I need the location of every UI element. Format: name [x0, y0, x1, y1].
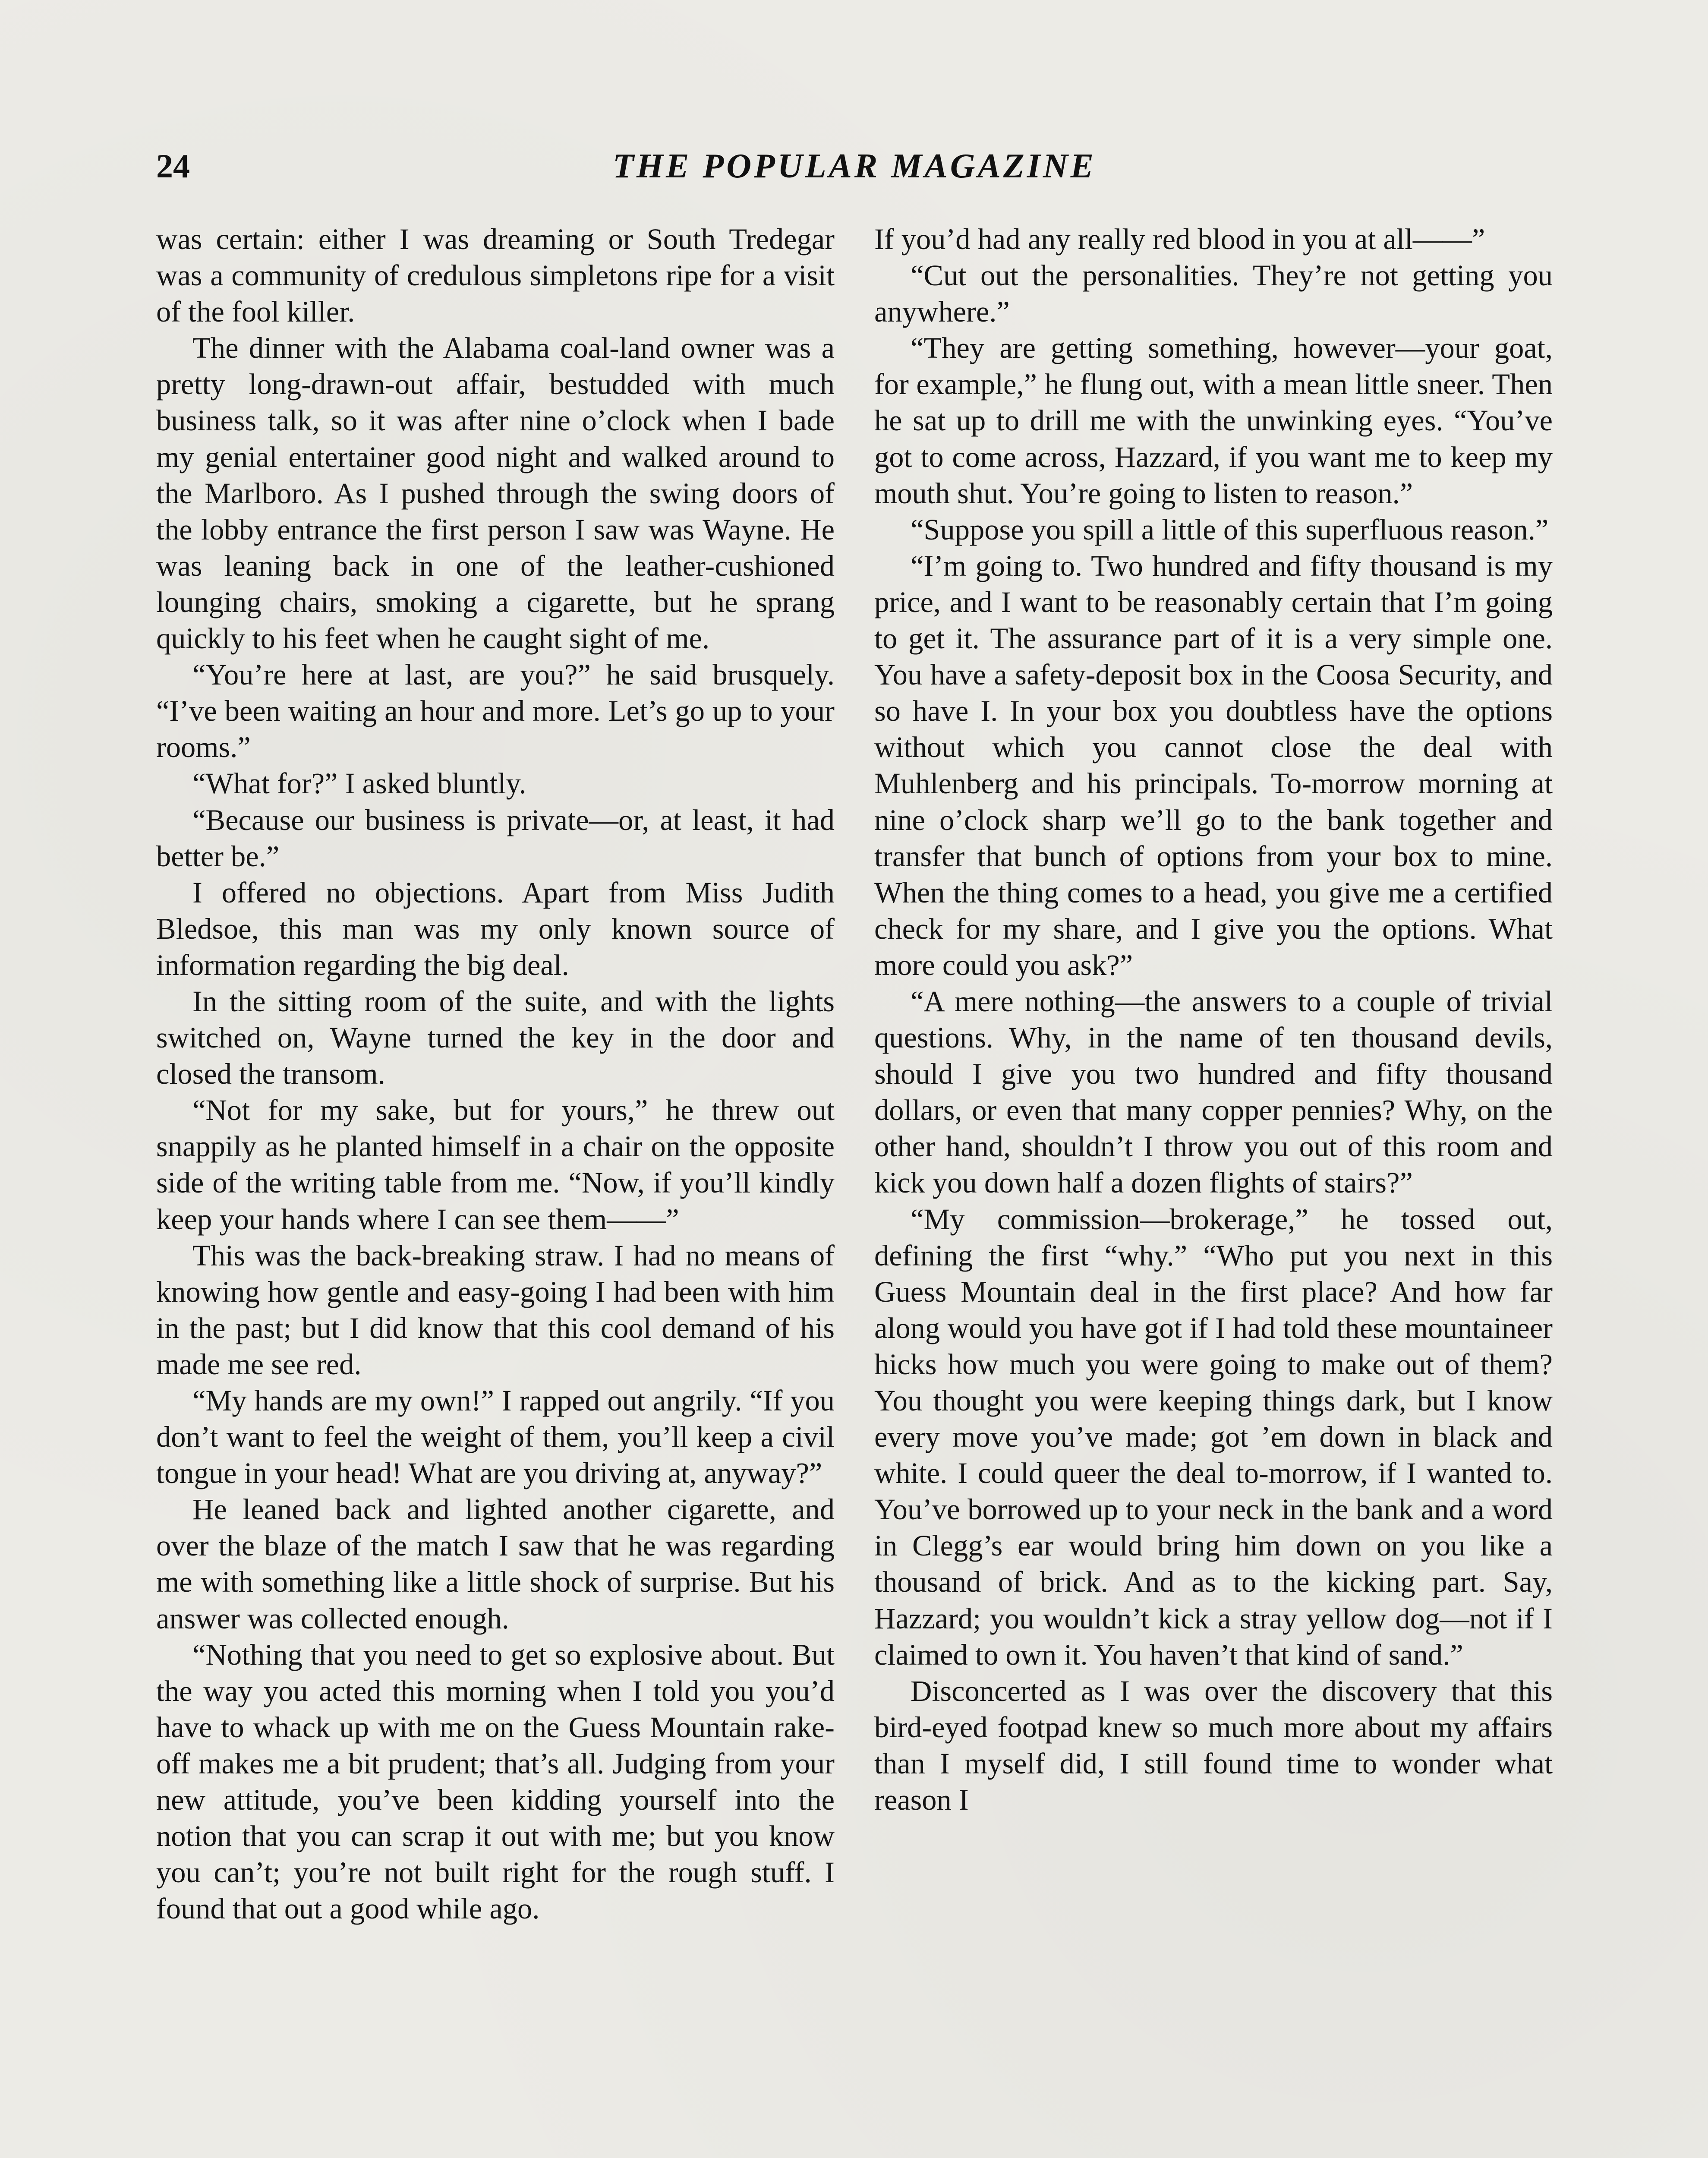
paragraph: “You’re here at last, are you?” he said brusquely. “I’ve been waiting an hour and more. Let’s go up to your rooms.” [156, 658, 835, 764]
page-header [156, 142, 1553, 194]
running-title: THE POPULAR MAGAZINE [612, 147, 1097, 185]
paragraph: Disconcerted as I was over the discovery that this bird-eyed footpad knew so much more about my affairs than I myself did, I still found time to wonder what reason I [874, 1674, 1553, 1817]
paragraph: “Nothing that you need to get so explosive about. But the way you acted this morning when I told you you’d have to whack up with me on the Guess Mountain rake-off makes me a bit prudent; that’s all. Judging from your new attitude, you’ve been kidding yourself into the notion that you can scrap it out with me; but you know you can’t; you’re not built right for the rough stuff. I found that out a good while ago. [156, 1638, 835, 1925]
paragraph: “I’m going to. Two hundred and fifty thousand is my price, and I want to be reasonably certain that I’m going to get it. The assurance part of it is a very simple one. You have a safety-deposit box in the Coosa Security, and so have I. In your box you doubtless have the options without which you cannot close the deal with Muhlenberg and his principals. To-morrow morning at nine o’clock sharp we’ll go to the bank together and transfer that bunch of options from your box to mine. When the thing comes to a head, you give me a certified check for my share, and I give you the options. What more could you ask?” [874, 549, 1553, 981]
paragraph: “Suppose you spill a little of this superfluous reason.” [911, 513, 1549, 546]
paragraph: The dinner with the Alabama coal-land owner was a pretty long-drawn-out affair, bestudded with much business talk, so it was after nine o’clock when I bade my genial entertainer good night and walked around to the Marlboro. As I pushed through the swing doors of the lobby entrance the first person I saw was Wayne. He was leaning back in one of the leather-cushioned lounging chairs, smoking a cigarette, but he sprang quickly to his feet when he caught sight of me. [156, 331, 835, 655]
paragraph: This was the back-breaking straw. I had no means of knowing how gentle and easy-going I had been with him in the past; but I did know that this cool demand of his made me see red. [156, 1239, 835, 1381]
paragraph: “Not for my sake, but for yours,” he threw out snappily as he planted himself in a chair on the opposite side of the writing table from me. “Now, if you’ll kindly keep your hands where I can see them——” [156, 1094, 835, 1236]
right-column [874, 221, 1553, 1818]
page-number: 24 [156, 147, 190, 185]
left-column [156, 221, 835, 1927]
paragraph: He leaned back and lighted another cigarette, and over the blaze of the match I saw that he was regarding me with something like a little shock of surprise. But his answer was collected enough. [156, 1493, 835, 1635]
paragraph: “They are getting something, however—your goat, for example,” he flung out, with a mean little sneer. Then he sat up to drill me with the unwinking eyes. “You’ve got to come across, Hazzard, if you want me to keep my mouth shut. You’re going to listen to reason.” [874, 331, 1553, 510]
paragraph: “Cut out the personalities. They’re not getting you anywhere.” [874, 259, 1553, 328]
paragraph: “A mere nothing—the answers to a couple of trivial questions. Why, in the name of ten thousand devils, should I give you two hundred and fifty thousand dollars, or even that many copper pennies? Why, on the other hand, shouldn’t I throw you out of this room and kick you down half a dozen flights of stairs?” [874, 984, 1553, 1199]
paragraph: “My commission—brokerage,” he tossed out, defining the first “why.” “Who put you next in this Guess Mountain deal in the first place? And how far along would you have got if I had told these mountaineer hicks how much you were going to make out of them? You thought you were keeping things dark, but I know every move you’ve made; got ’em down in black and white. I could queer the deal to-morrow, if I wanted to. You’ve borrowed up to your neck in the bank and a word in Clegg’s ear would bring him down on you like a thousand of brick. And as to the kicking part. Say, Hazzard; you wouldn’t kick a stray yellow dog—not if I claimed to own it. You haven’t that kind of sand.” [874, 1202, 1553, 1671]
paragraph: In the sitting room of the suite, and with the lights switched on, Wayne turned the key in the door and closed the transom. [156, 984, 835, 1091]
paragraph: If you’d had any really red blood in you at all——” [874, 223, 1485, 256]
paragraph: “What for?” I asked bluntly. [192, 767, 526, 800]
paragraph: “My hands are my own!” I rapped out angrily. “If you don’t want to feel the weight of them, you’ll keep a civil tongue in your head! What are you driving at, anyway?” [156, 1384, 835, 1490]
paragraph: I offered no objections. Apart from Miss Judith Bledsoe, this man was my only known source of information regarding the big deal. [156, 876, 835, 981]
paragraph: was certain: either I was dreaming or South Tredegar was a community of credulous simpletons ripe for a visit of the fool killer. [156, 223, 835, 328]
paragraph: “Because our business is private—or, at least, it had better be.” [156, 803, 835, 873]
